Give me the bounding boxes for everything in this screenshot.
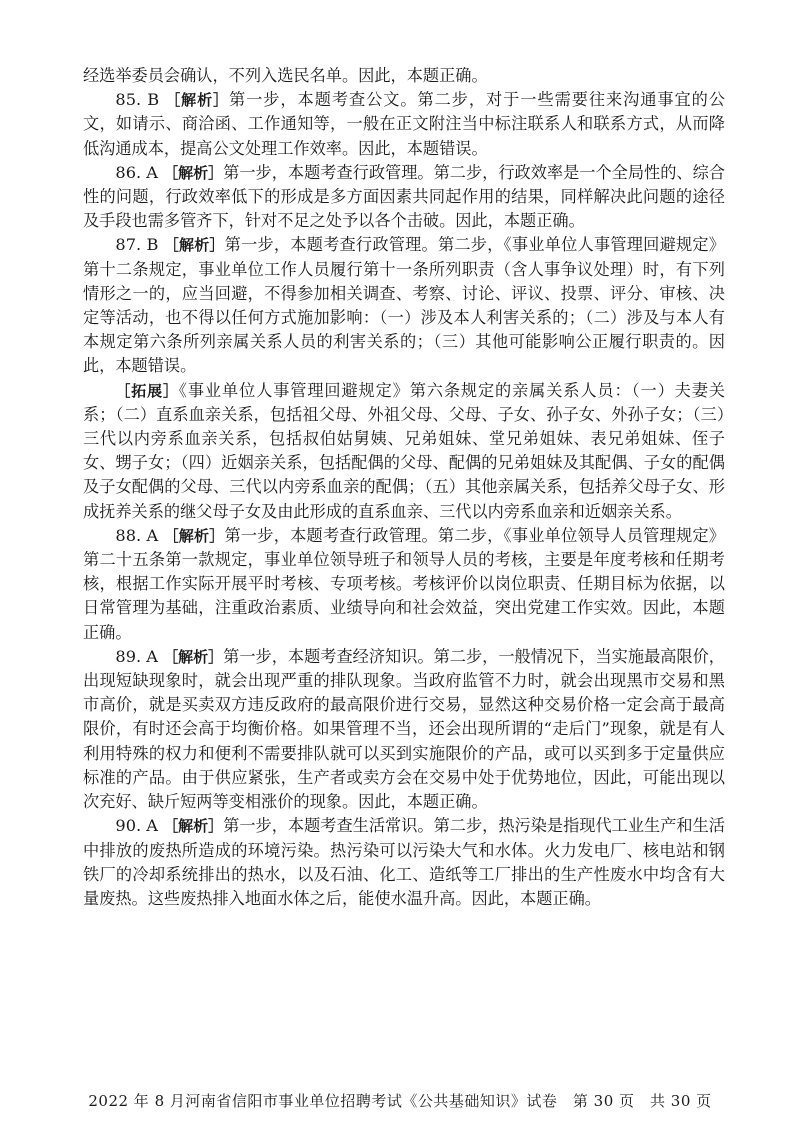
answer-paragraph [83,233,725,378]
analysis-tag: ［拓展］ [115,381,179,400]
answer-number: 90. A [115,816,164,836]
answer-paragraph [83,814,725,911]
answer-text: 第一步，本题考查行政管理。第二步，《事业单位领导人员管理规定》第二十五条第一款规定，事业单位领导班子和领导人员的考核，主要是年度考核和任期考核，根据工作实际开展平时考核、专项考核。考核评价以岗位职责、任期目标为依据，以日常管理为基础，注重政治素质、业绩导向和社会效益，突出党建工作实效。因此，本题正确。 [83,525,725,642]
analysis-tag: ［解析］ [163,647,224,666]
answer-paragraph [83,645,725,814]
answer-number: 87. B [115,235,164,255]
document-body [83,64,725,911]
answer-number: 89. A [115,646,164,666]
answer-text: 第一步，本题考查生活常识。第二步，热污染是指现代工业生产和生活中排放的废热所造成的环境污染。热污染可以污染大气和水体。火力发电厂、核电站和钢铁厂的冷却系统排出的热水，以及石油、化工、造纸等工厂排出的生产性废水中均含有大量废热。这些废热排入地面水体之后，能使水温升高。因此，本题正确。 [83,816,725,908]
answer-number: 85. B [115,90,166,110]
analysis-tag: ［解析］ [163,817,224,836]
answer-paragraph [83,64,725,88]
analysis-tag: ［解析］ [163,236,225,255]
answer-text: 经选举委员会确认，不列入选民名单。因此，本题正确。 [83,66,488,85]
answer-number: 86. A [115,162,164,182]
analysis-tag: ［解析］ [163,163,224,182]
answer-paragraph [83,379,725,524]
answer-number: 88. A [115,525,164,545]
answer-text: 第一步，本题考查行政管理。第二步，行政效率是一个全局性的、综合性的问题，行政效率低下的形成是多方面因素共同起作用的结果，同样解决此问题的途径及手段也需多管齐下，针对不足之处予以各个击破。因此，本题正确。 [83,162,725,231]
answer-paragraph [83,88,725,161]
answer-text: 第一步，本题考查经济知识。第二步，一般情况下，当实施最高限价，出现短缺现象时，就会出现严重的排队现象。当政府监管不力时，就会出现黑市交易和黑市高价，就是买卖双方违反政府的最高限价进行交易，显然这种交易价格一定会高于最高限价，有时还会高于均衡价格。如果管理不当，还会出现所谓的“走后门”现象，就是有人利用特殊的权力和便利不需要排队就可以买到实施限价的产品，或可以买到多于定量供应标准的产品。由于供应紧张，生产者或卖方会在交易中处于优势地位，因此，可能出现以次充好、缺斤短两等变相涨价的现象。因此，本题正确。 [83,646,725,812]
page-footer: 2022 年 8 月河南省信阳市事业单位招聘考试《公共基础知识》试卷 第 30 页 共 30 页 [88,1092,712,1110]
answer-text: 第一步，本题考查公文。第二步，对于一些需要往来沟通事宜的公文，如请示、商洽函、工作通知等，一般在正文附注当中标注联系人和联系方式，从而降低沟通成本，提高公文处理工作效率。因此，本题错误。 [83,90,725,158]
answer-paragraph [83,524,725,645]
analysis-tag: ［解析］ [163,526,225,545]
answer-paragraph [83,161,725,234]
answer-text: 《事业单位人事管理回避规定》第六条规定的亲属关系人员：（一）夫妻关系；（二）直系血亲关系，包括祖父母、外祖父母、父母、子女、孙子女、外孙子女；（三）三代以内旁系血亲关系，包括叔伯姑舅姨、兄弟姐妹、堂兄弟姐妹、表兄弟姐妹、侄子女、甥子女；（四）近姻亲关系，包括配偶的父母、配偶的兄弟姐妹及其配偶、子女的配偶及子女配偶的父母、三代以内旁系血亲的配偶；（五）其他亲属关系，包括养父母子女、形成抚养关系的继父母子女及由此形成的直系血亲、三代以内旁系血亲和近姻亲关系。 [83,380,725,521]
analysis-tag: ［解析］ [165,91,230,110]
answer-text: 第一步，本题考查行政管理。第二步，《事业单位人事管理回避规定》第十二条规定，事业单位工作人员履行第十一条所列职责（含人事争议处理）时，有下列情形之一的，应当回避，不得参加相关调查、考察、讨论、评议、投票、评分、审核、决定等活动，也不得以任何方式施加影响：（一）涉及本人利害关系的；（二）涉及与本人有本规定第六条所列亲属关系人员的利害关系的；（三）其他可能影响公正履行职责的。因此，本题错误。 [83,235,725,376]
